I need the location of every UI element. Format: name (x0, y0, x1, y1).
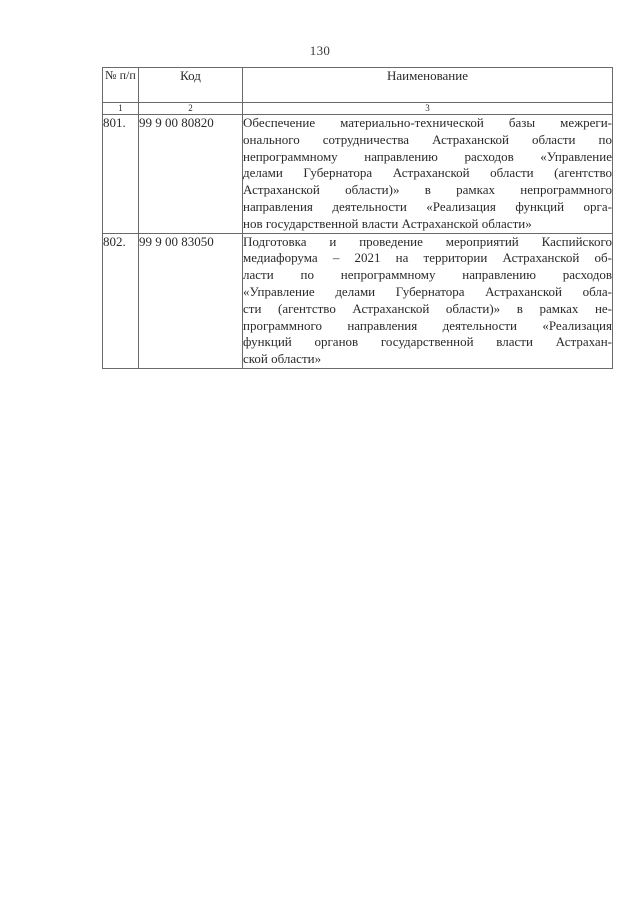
header-row-number: № п/п (103, 68, 139, 103)
column-index-row (103, 103, 613, 115)
row-name-line: ласти по непрограммному направлению расходов (243, 267, 612, 283)
table-row (103, 233, 613, 368)
row-name-line: Астраханской области)» в рамках непрограммного (243, 182, 612, 198)
row-number: 802. (103, 233, 139, 368)
row-name (243, 233, 613, 368)
row-name-line: ской области» (243, 351, 322, 367)
row-name-line: направления деятельности «Реализация функций орга- (243, 198, 612, 214)
row-name-line: программного направления деятельности «Реализация (243, 317, 612, 333)
row-name-line: Обеспечение материально-технической базы межреги- (243, 115, 612, 130)
budget-code-table (102, 67, 613, 369)
row-name-line: «Управление делами Губернатора Астраханской обла- (243, 283, 612, 299)
row-name-line: непрограммному направлению расходов «Управление (243, 148, 612, 164)
row-code: 99 9 00 83050 (139, 233, 243, 368)
row-name-line: Подготовка и проведение мероприятий Каспийского (243, 233, 612, 249)
table-row (103, 115, 613, 234)
column-index: 3 (243, 103, 613, 115)
row-name-line: онального сотрудничества Астраханской области по (243, 131, 612, 147)
row-name-line: сти (агентство Астраханской области)» в рамках не- (243, 300, 612, 316)
row-number: 801. (103, 115, 139, 234)
table-header-row (103, 68, 613, 103)
page-number: 130 (309, 43, 331, 58)
row-name-line: медиафорума – 2021 на территории Астраханской об- (243, 250, 612, 266)
header-code: Код (139, 68, 243, 103)
row-name-line: нов государственной власти Астраханской области» (243, 215, 532, 231)
column-index: 2 (139, 103, 243, 115)
column-index: 1 (103, 103, 139, 115)
header-name: Наименование (243, 68, 613, 103)
row-name (243, 115, 613, 234)
row-code: 99 9 00 80820 (139, 115, 243, 234)
row-name-line: функций органов государственной власти Астрахан- (243, 334, 612, 350)
row-name-line: делами Губернатора Астраханской области (агентство (243, 165, 612, 181)
